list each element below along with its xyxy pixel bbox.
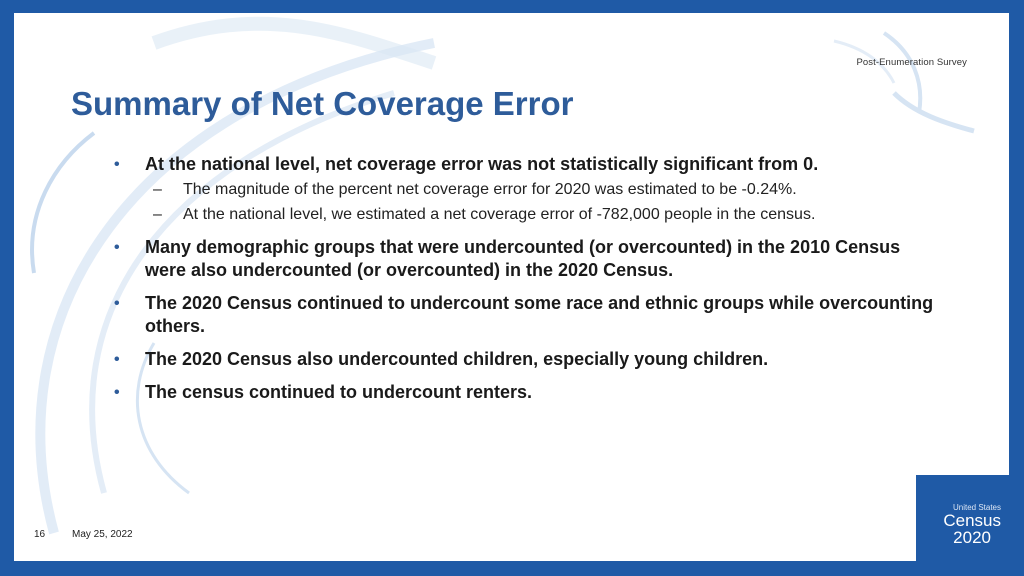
logo-line-1: United States (952, 503, 1001, 512)
slide (14, 13, 1009, 561)
bullet-text: The 2020 Census continued to undercount some race and ethnic groups while overcounting others. (145, 293, 934, 336)
bullet-list (114, 153, 944, 404)
sub-bullet-item (114, 203, 944, 226)
dash-icon: – (153, 206, 162, 223)
footer-date: May 25, 2022 (72, 529, 133, 540)
bullet-item (114, 381, 944, 404)
bullet-item (114, 153, 944, 176)
bullet-icon: • (114, 295, 120, 312)
dash-icon: – (153, 181, 162, 198)
bullet-icon: • (114, 351, 120, 368)
bullet-item (114, 236, 944, 282)
bullet-text: The 2020 Census also undercounted children, especially young children. (145, 349, 769, 369)
page-number: 16 (34, 529, 46, 540)
bullet-icon: • (114, 239, 120, 256)
bullet-text: Many demographic groups that were undercounted (or overcounted) in the 2010 Census were also undercounted (or overcounted) in the 2020 Census. (145, 237, 901, 280)
bullet-item (114, 348, 944, 371)
bullet-item (114, 292, 944, 338)
bullet-text: The census continued to undercount renters. (145, 382, 533, 402)
census-2020-logo (916, 475, 1009, 561)
sub-bullet-item (114, 178, 944, 201)
logo-line-2: Census (943, 511, 1001, 530)
sub-bullet-text: The magnitude of the percent net coverage error for 2020 was estimated to be -0.24%. (183, 181, 797, 198)
bullet-icon: • (114, 384, 120, 401)
bullet-text: At the national level, net coverage error was not statistically significant from 0. (145, 154, 819, 174)
logo-line-3: 2020 (953, 528, 991, 547)
sub-bullet-text: At the national level, we estimated a net coverage error of -782,000 people in the census. (183, 206, 816, 223)
header-tag: Post-Enumeration Survey (856, 57, 967, 68)
bullet-icon: • (114, 156, 120, 173)
slide-title: Summary of Net Coverage Error (71, 85, 574, 122)
